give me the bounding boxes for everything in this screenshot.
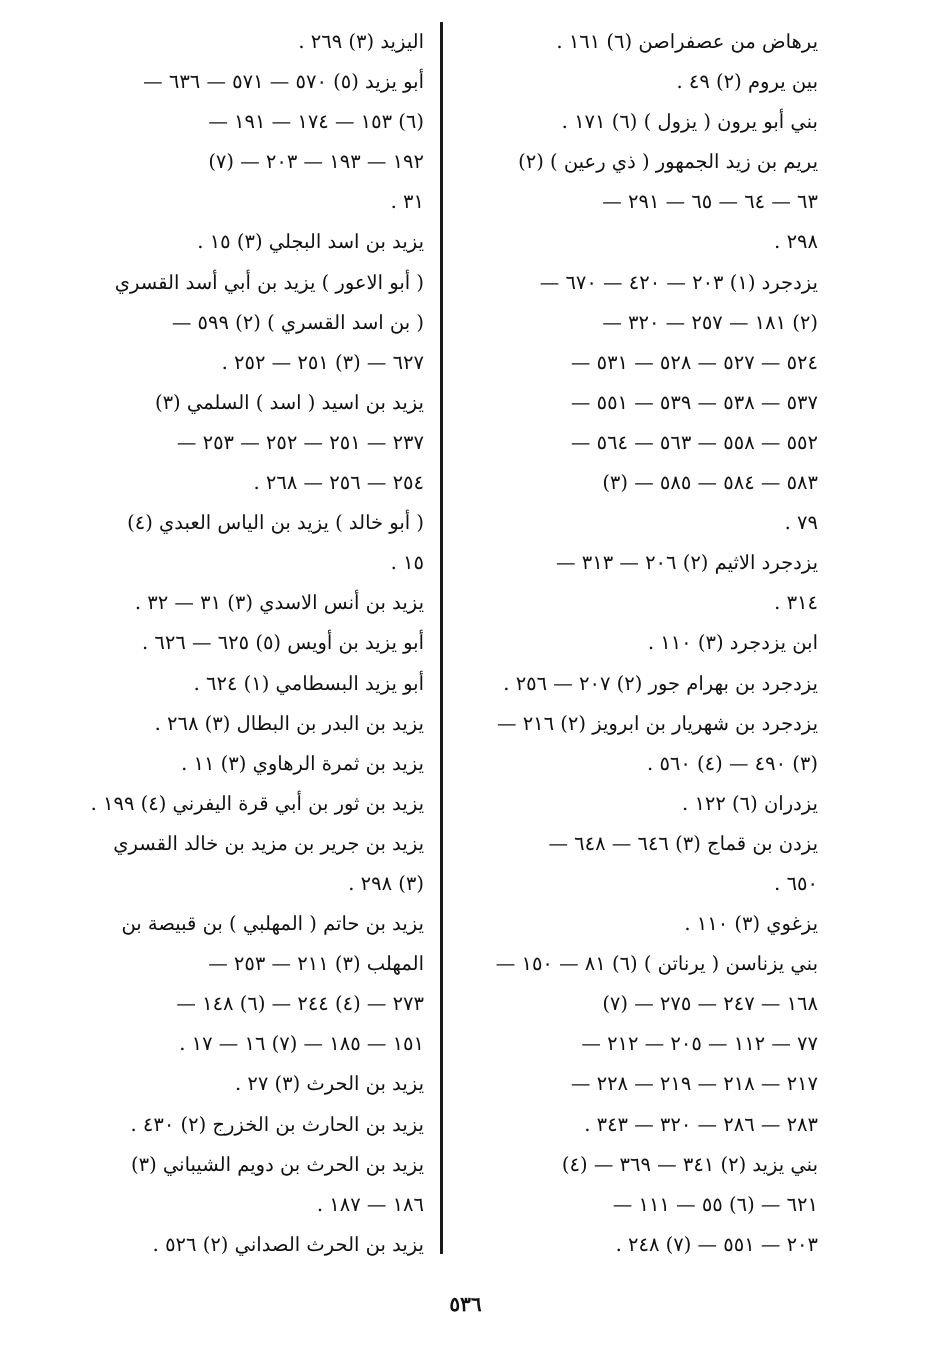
index-line: يزيد بن الحارث بن الخزرج (٢) ٤٣٠ . [130, 1112, 424, 1136]
index-line: ٢٣٧ — ٢٥١ — ٢٥٢ — ٢٥٣ — [176, 430, 424, 454]
index-line: (٦) ١٥٣ — ١٧٤ — ١٩١ — [208, 110, 424, 134]
index-line: ٢٩٨ . [774, 230, 818, 254]
index-line: ١٨٦ — ١٨٧ . [316, 1192, 424, 1216]
page-number: ٥٣٦ [449, 1292, 482, 1316]
index-line: بين يروم (٢) ٤٩ . [676, 70, 818, 94]
index-line: ١٦٨ — ٢٤٧ — ٢٧٥ — (٧) [602, 992, 818, 1016]
index-line: يزيد بن جرير بن مزيد بن خالد القسري [113, 831, 424, 855]
index-line: ٦٢٧ — (٣) ٢٥١ — ٢٥٢ . [221, 350, 424, 374]
index-line: يزيد بن اسيد ( اسد ) السلمي (٣) [154, 390, 424, 414]
index-line: ٧٧ — ١١٢ — ٢٠٥ — ٢١٢ — [581, 1032, 818, 1056]
index-line: ٢١٧ — ٢١٨ — ٢١٩ — ٢٢٨ — [570, 1072, 818, 1096]
index-line: يزيد بن أنس الاسدي (٣) ٣١ — ٣٢ . [134, 591, 424, 615]
index-line: ٦٥٠ . [774, 871, 818, 895]
index-line: ٥٨٣ — ٥٨٤ — ٥٨٥ — (٣) [602, 471, 818, 495]
index-line: (٣) ٤٩٠ — (٤) ٥٦٠ . [647, 751, 818, 775]
index-line: يزيد بن الحرث (٣) ٢٧ . [234, 1072, 424, 1096]
index-line: يزيد بن حاتم ( المهلبي ) بن قبيصة بن [121, 912, 424, 936]
index-line: يرهاض من عصفراصن (٦) ١٦١ . [556, 30, 818, 53]
index-line: بني يزناسن ( يرناتن ) (٦) ٨١ — ١٥٠ — [495, 952, 818, 976]
index-line: بني أبو يرون ( يزول ) (٦) ١٧١ . [561, 110, 818, 134]
index-line: ١٥ . [390, 551, 424, 575]
index-line: يزدن بن قماج (٣) ٦٤٦ — ٦٤٨ — [548, 831, 818, 855]
index-line: (٣) ٢٩٨ . [348, 871, 424, 895]
index-line: يزيد بن ثور بن أبي قرة اليفرني (٤) ١٩٩ . [90, 791, 424, 815]
index-line: يزيد بن ثمرة الرهاوي (٣) ١١ . [181, 751, 424, 775]
index-line: ٣١ . [390, 190, 424, 214]
index-line: يزيد بن البدر بن البطال (٣) ٢٦٨ . [154, 711, 424, 735]
index-line: يزيد بن اسد البجلي (٣) ١٥ . [197, 230, 424, 254]
index-line: يريم بن زيد الجمهور ( ذي رعين ) (٢) [518, 150, 818, 174]
index-line: ٦٢١ — (٦) ٥٥ — ١١١ — [612, 1192, 818, 1216]
index-line: ٢٠٣ — ٥٥١ — (٧) ٢٤٨ . [615, 1232, 818, 1256]
index-line: ١٥١ — ١٨٥ — (٧) ١٦ — ١٧ . [179, 1032, 424, 1056]
index-line: يزغوي (٣) ١١٠ . [684, 912, 818, 936]
index-line: ( أبو الاعور ) يزيد بن أبي أسد القسري [114, 270, 424, 294]
index-line: اليزيد (٣) ٢٦٩ . [298, 30, 424, 53]
index-line: يزدجرد بن بهرام جور (٢) ٢٠٧ — ٢٥٦ . [503, 671, 818, 695]
index-line: ( أبو خالد ) يزيد بن الياس العبدي (٤) [127, 511, 424, 535]
column-divider [440, 22, 443, 1254]
index-line: ٦٣ — ٦٤ — ٦٥ — ٢٩١ — [602, 190, 818, 214]
index-line: ابن يزدجرد (٣) ١١٠ . [647, 631, 818, 655]
index-line: (٢) ١٨١ — ٢٥٧ — ٣٢٠ — [602, 310, 818, 334]
index-line: يزدران (٦) ١٢٢ . [682, 791, 818, 815]
index-line: ٣١٤ . [774, 591, 818, 615]
index-line: يزيد بن الحرث بن دويم الشيباني (٣) [131, 1152, 424, 1176]
index-line: المهلب (٣) ٢١١ — ٢٥٣ — [208, 952, 424, 976]
right-column [468, 22, 818, 1265]
index-line: يزدجرد الاثيم (٢) ٢٠٦ — ٣١٣ — [556, 551, 818, 575]
left-column [72, 22, 424, 1265]
index-line: ٧٩ . [784, 511, 818, 535]
index-line: ١٩٢ — ١٩٣ — ٢٠٣ — (٧) [208, 150, 424, 174]
index-line: ٢٥٤ — ٢٥٦ — ٢٦٨ . [253, 471, 424, 495]
index-line: ٥٥٢ — ٥٥٨ — ٥٦٣ — ٥٦٤ — [570, 430, 818, 454]
index-line: يزيد بن الحرث الصداني (٢) ٥٢٦ . [152, 1232, 424, 1256]
index-line: ٢٨٣ — ٢٨٦ — ٣٢٠ — ٣٤٣ . [584, 1112, 818, 1136]
index-line: ٥٢٤ — ٥٢٧ — ٥٢٨ — ٥٣١ — [570, 350, 818, 374]
index-line: أبو يزيد (٥) ٥٧٠ — ٥٧١ — ٦٣٦ — [143, 70, 424, 94]
index-line: بني يزيد (٢) ٣٤١ — ٣٦٩ — (٤) [561, 1152, 818, 1176]
index-line: أبو يزيد البسطامي (١) ٦٢٤ . [193, 671, 424, 695]
index-line: يزدجرد (١) ٢٠٣ — ٤٢٠ — ٦٧٠ — [539, 270, 818, 294]
index-line: ( بن اسد القسري ) (٢) ٥٩٩ — [171, 310, 424, 334]
index-line: يزدجرد بن شهريار بن ابرويز (٢) ٢١٦ — [496, 711, 818, 735]
index-line: أبو يزيد بن أويس (٥) ٦٢٥ — ٦٢٦ . [141, 631, 424, 655]
index-line: ٢٧٣ — (٤) ٢٤٤ — (٦) ١٤٨ — [176, 992, 424, 1016]
index-line: ٥٣٧ — ٥٣٨ — ٥٣٩ — ٥٥١ — [570, 390, 818, 414]
